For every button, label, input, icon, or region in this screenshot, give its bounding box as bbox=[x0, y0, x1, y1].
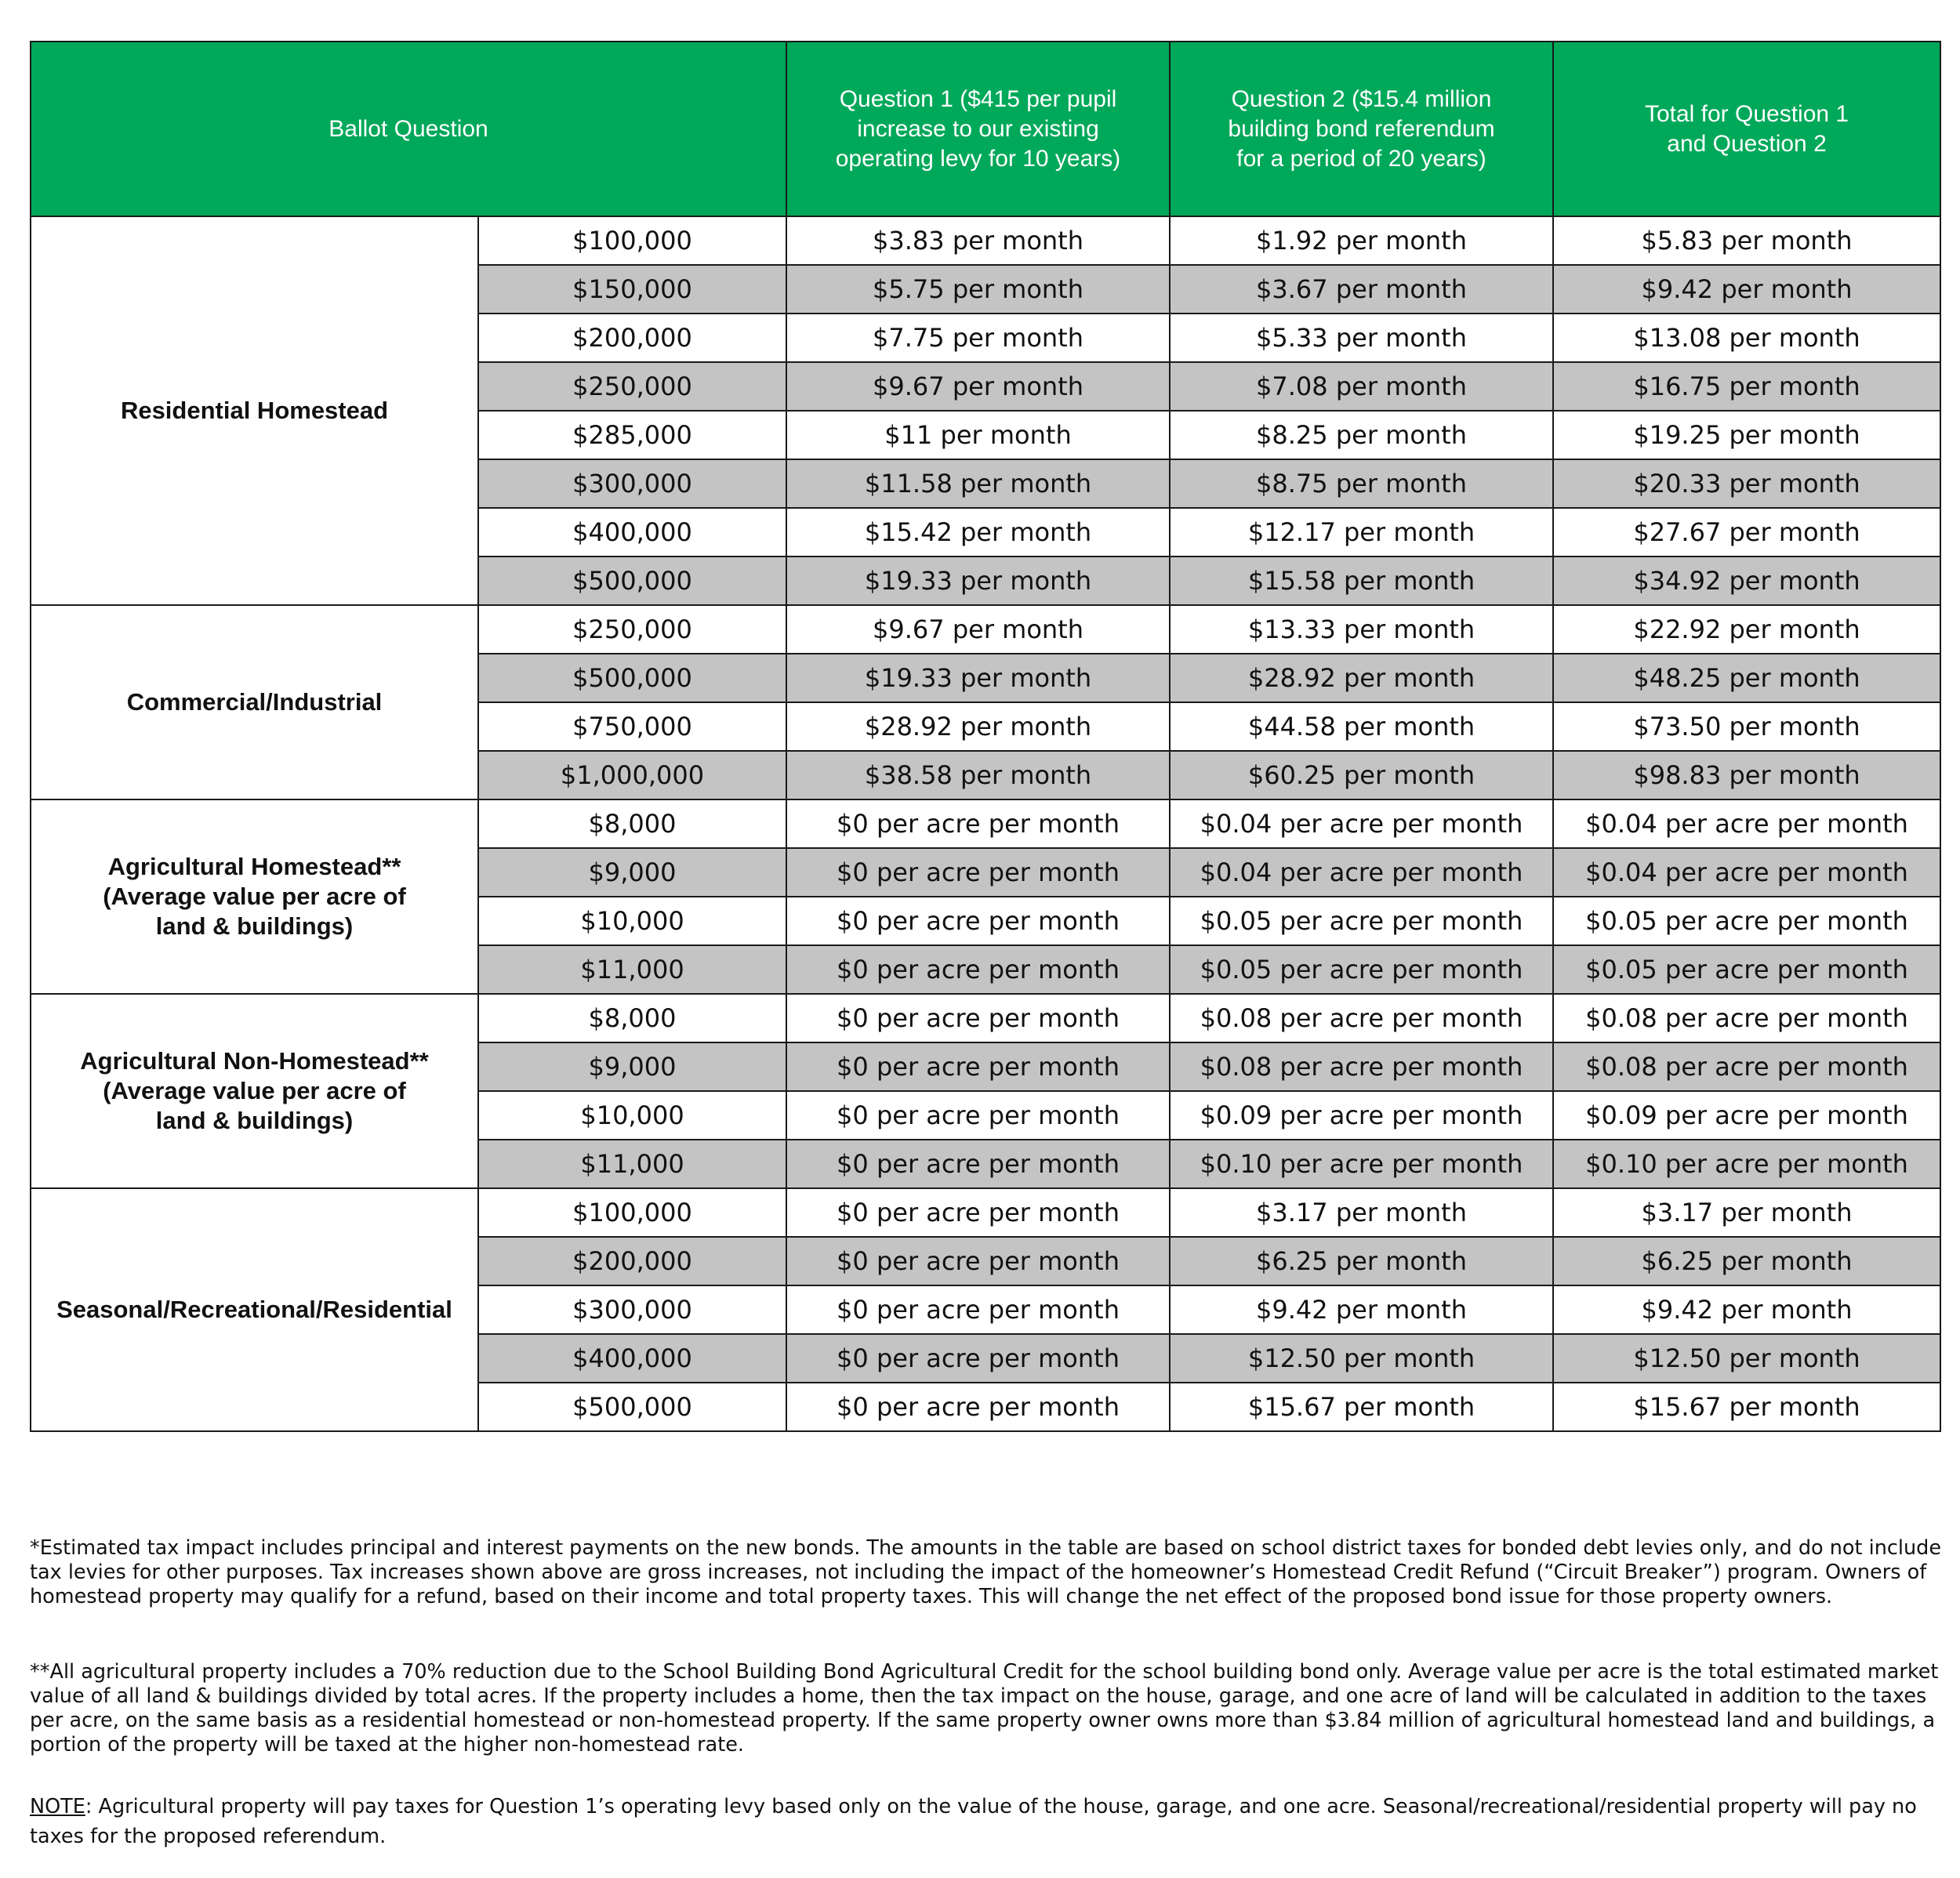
question-2-cell: $15.58 per month bbox=[1170, 557, 1553, 605]
question-1-cell: $5.75 per month bbox=[786, 265, 1170, 314]
question-1-cell: $0 per acre per month bbox=[786, 1334, 1170, 1383]
total-cell: $98.83 per month bbox=[1553, 751, 1940, 799]
total-cell: $0.10 per acre per month bbox=[1553, 1140, 1940, 1188]
total-cell: $15.67 per month bbox=[1553, 1383, 1940, 1431]
total-cell: $0.08 per acre per month bbox=[1553, 994, 1940, 1042]
market-value-cell: $200,000 bbox=[478, 314, 786, 362]
question-1-cell: $15.42 per month bbox=[786, 508, 1170, 557]
total-cell: $73.50 per month bbox=[1553, 702, 1940, 751]
total-cell: $0.05 per acre per month bbox=[1553, 945, 1940, 994]
market-value-cell: $8,000 bbox=[478, 994, 786, 1042]
total-cell: $9.42 per month bbox=[1553, 1285, 1940, 1334]
question-2-cell: $13.33 per month bbox=[1170, 605, 1553, 654]
total-cell: $0.05 per acre per month bbox=[1553, 897, 1940, 945]
question-1-cell: $0 per acre per month bbox=[786, 1091, 1170, 1140]
total-cell: $0.04 per acre per month bbox=[1553, 848, 1940, 897]
note-label: NOTE bbox=[30, 1795, 85, 1818]
question-2-cell: $44.58 per month bbox=[1170, 702, 1553, 751]
market-value-cell: $11,000 bbox=[478, 945, 786, 994]
table-body bbox=[31, 216, 1940, 1431]
question-2-cell: $0.05 per acre per month bbox=[1170, 897, 1553, 945]
total-cell: $13.08 per month bbox=[1553, 314, 1940, 362]
market-value-cell: $8,000 bbox=[478, 799, 786, 848]
property-category: Residential Homestead bbox=[31, 216, 478, 605]
market-value-cell: $500,000 bbox=[478, 654, 786, 702]
question-2-cell: $5.33 per month bbox=[1170, 314, 1553, 362]
question-1-cell: $28.92 per month bbox=[786, 702, 1170, 751]
question-2-cell: $0.09 per acre per month bbox=[1170, 1091, 1553, 1140]
note-paragraph bbox=[30, 1792, 1943, 1851]
header-question-1: Question 1 ($415 per pupil increase to our existing operating levy for 10 years) bbox=[786, 42, 1170, 216]
total-cell: $0.08 per acre per month bbox=[1553, 1042, 1940, 1091]
question-2-cell: $6.25 per month bbox=[1170, 1237, 1553, 1285]
table-row bbox=[31, 216, 1940, 265]
question-2-cell: $28.92 per month bbox=[1170, 654, 1553, 702]
total-cell: $5.83 per month bbox=[1553, 216, 1940, 265]
total-cell: $48.25 per month bbox=[1553, 654, 1940, 702]
table-row bbox=[31, 799, 1940, 848]
total-cell: $9.42 per month bbox=[1553, 265, 1940, 314]
question-2-cell: $0.04 per acre per month bbox=[1170, 848, 1553, 897]
total-cell: $22.92 per month bbox=[1553, 605, 1940, 654]
market-value-cell: $1,000,000 bbox=[478, 751, 786, 799]
question-1-cell: $0 per acre per month bbox=[786, 897, 1170, 945]
question-2-cell: $8.25 per month bbox=[1170, 411, 1553, 459]
question-1-cell: $19.33 per month bbox=[786, 557, 1170, 605]
total-cell: $6.25 per month bbox=[1553, 1237, 1940, 1285]
market-value-cell: $500,000 bbox=[478, 557, 786, 605]
market-value-cell: $9,000 bbox=[478, 848, 786, 897]
question-2-cell: $9.42 per month bbox=[1170, 1285, 1553, 1334]
tax-impact-table bbox=[30, 41, 1941, 1432]
question-1-cell: $0 per acre per month bbox=[786, 1237, 1170, 1285]
question-2-cell: $0.05 per acre per month bbox=[1170, 945, 1553, 994]
question-1-cell: $0 per acre per month bbox=[786, 848, 1170, 897]
question-2-cell: $15.67 per month bbox=[1170, 1383, 1553, 1431]
question-1-cell: $0 per acre per month bbox=[786, 1140, 1170, 1188]
total-cell: $3.17 per month bbox=[1553, 1188, 1940, 1237]
market-value-cell: $100,000 bbox=[478, 216, 786, 265]
question-2-cell: $12.17 per month bbox=[1170, 508, 1553, 557]
question-2-cell: $7.08 per month bbox=[1170, 362, 1553, 411]
question-1-cell: $0 per acre per month bbox=[786, 1285, 1170, 1334]
question-1-cell: $19.33 per month bbox=[786, 654, 1170, 702]
question-2-cell: $0.10 per acre per month bbox=[1170, 1140, 1553, 1188]
question-1-cell: $38.58 per month bbox=[786, 751, 1170, 799]
question-1-cell: $0 per acre per month bbox=[786, 994, 1170, 1042]
question-1-cell: $11.58 per month bbox=[786, 459, 1170, 508]
table-row bbox=[31, 994, 1940, 1042]
question-1-cell: $3.83 per month bbox=[786, 216, 1170, 265]
market-value-cell: $300,000 bbox=[478, 1285, 786, 1334]
property-category: Agricultural Non-Homestead** (Average value per acre of land & buildings) bbox=[31, 994, 478, 1188]
property-category: Seasonal/Recreational/Residential bbox=[31, 1188, 478, 1431]
question-1-cell: $11 per month bbox=[786, 411, 1170, 459]
question-1-cell: $0 per acre per month bbox=[786, 1383, 1170, 1431]
market-value-cell: $400,000 bbox=[478, 508, 786, 557]
market-value-cell: $250,000 bbox=[478, 605, 786, 654]
question-2-cell: $0.08 per acre per month bbox=[1170, 1042, 1553, 1091]
table-row bbox=[31, 1188, 1940, 1237]
property-category: Commercial/Industrial bbox=[31, 605, 478, 799]
question-2-cell: $0.08 per acre per month bbox=[1170, 994, 1553, 1042]
market-value-cell: $300,000 bbox=[478, 459, 786, 508]
market-value-cell: $10,000 bbox=[478, 1091, 786, 1140]
question-2-cell: $3.67 per month bbox=[1170, 265, 1553, 314]
question-1-cell: $9.67 per month bbox=[786, 605, 1170, 654]
property-category: Agricultural Homestead** (Average value per acre of land & buildings) bbox=[31, 799, 478, 994]
question-1-cell: $9.67 per month bbox=[786, 362, 1170, 411]
total-cell: $16.75 per month bbox=[1553, 362, 1940, 411]
footnote-agricultural: **All agricultural property includes a 70% reduction due to the School Building Bond Agricultural Credit for the school building bond only. Average value per acre is the total estimated market value of all land & buildings divided by total acres. If the property includes a home, then the tax impact on the house, garage, and one acre of land will be calculated in addition to the taxes per acre, on the same basis as a residential homestead or non-homestead property. If the same property owner owns more than $3.84 million of agricultural homestead land and buildings, a portion of the property will be taxed at the higher non-homestead rate. bbox=[30, 1660, 1939, 1757]
note-text: : Agricultural property will pay taxes for Question 1’s operating levy based only on the value of the house, garage, and one acre. Seasonal/recreational/residential property will pay no taxes for the proposed referendum. bbox=[30, 1795, 1917, 1848]
total-cell: $27.67 per month bbox=[1553, 508, 1940, 557]
question-2-cell: $8.75 per month bbox=[1170, 459, 1553, 508]
header-total: Total for Question 1 and Question 2 bbox=[1553, 42, 1940, 216]
market-value-cell: $9,000 bbox=[478, 1042, 786, 1091]
question-1-cell: $0 per acre per month bbox=[786, 945, 1170, 994]
total-cell: $19.25 per month bbox=[1553, 411, 1940, 459]
question-1-cell: $0 per acre per month bbox=[786, 1042, 1170, 1091]
question-2-cell: $3.17 per month bbox=[1170, 1188, 1553, 1237]
market-value-cell: $200,000 bbox=[478, 1237, 786, 1285]
header-question-2: Question 2 ($15.4 million building bond referendum for a period of 20 years) bbox=[1170, 42, 1553, 216]
total-cell: $34.92 per month bbox=[1553, 557, 1940, 605]
total-cell: $20.33 per month bbox=[1553, 459, 1940, 508]
question-2-cell: $60.25 per month bbox=[1170, 751, 1553, 799]
market-value-cell: $100,000 bbox=[478, 1188, 786, 1237]
market-value-cell: $150,000 bbox=[478, 265, 786, 314]
header-row bbox=[31, 42, 1940, 216]
total-cell: $0.09 per acre per month bbox=[1553, 1091, 1940, 1140]
market-value-cell: $250,000 bbox=[478, 362, 786, 411]
total-cell: $0.04 per acre per month bbox=[1553, 799, 1940, 848]
question-1-cell: $0 per acre per month bbox=[786, 799, 1170, 848]
table-row bbox=[31, 605, 1940, 654]
total-cell: $12.50 per month bbox=[1553, 1334, 1940, 1383]
market-value-cell: $11,000 bbox=[478, 1140, 786, 1188]
question-2-cell: $12.50 per month bbox=[1170, 1334, 1553, 1383]
footnote-bonds: *Estimated tax impact includes principal and interest payments on the new bonds. The amounts in the table are based on school district taxes for bonded debt levies only, and do not include tax levies for other purposes. Tax increases shown above are gross increases, not including the impact of the homeowner’s Homestead Credit Refund (“Circuit Breaker”) program. Owners of homestead property may qualify for a refund, based on their income and total property taxes. This will change the net effect of the proposed bond issue for those property owners. bbox=[30, 1536, 1942, 1608]
market-value-cell: $400,000 bbox=[478, 1334, 786, 1383]
question-1-cell: $7.75 per month bbox=[786, 314, 1170, 362]
question-2-cell: $0.04 per acre per month bbox=[1170, 799, 1553, 848]
market-value-cell: $750,000 bbox=[478, 702, 786, 751]
header-ballot-question: Ballot Question bbox=[31, 42, 786, 216]
market-value-cell: $285,000 bbox=[478, 411, 786, 459]
market-value-cell: $500,000 bbox=[478, 1383, 786, 1431]
question-2-cell: $1.92 per month bbox=[1170, 216, 1553, 265]
question-1-cell: $0 per acre per month bbox=[786, 1188, 1170, 1237]
market-value-cell: $10,000 bbox=[478, 897, 786, 945]
